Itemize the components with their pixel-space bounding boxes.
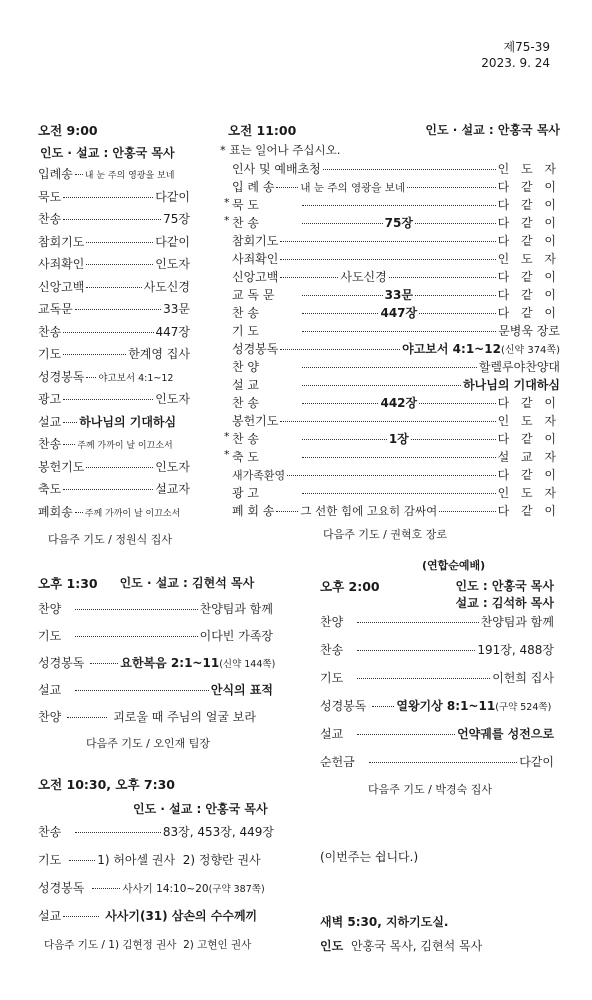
union-service-tag: (연합순예배): [422, 559, 486, 572]
order-row: 축도 설교자: [38, 482, 190, 496]
service-title: 오전 9:00: [38, 123, 98, 138]
order-row: 설교 사사기(31) 삼손의 수수께끼: [38, 909, 258, 923]
service-9am: [38, 121, 190, 547]
order-row: 성경봉독 야고보서 4:1~12 (신약 374쪽): [232, 342, 560, 356]
order-row: 새가족환영 다 같 이: [232, 468, 560, 482]
order-row: 찬송 주께 가까이 날 이끄소서: [38, 437, 173, 451]
order-row: 찬 양 할렐루야찬양대: [232, 360, 560, 374]
order-row: 폐회송 주께 가까이 날 이끄소서: [38, 504, 181, 519]
order-row: 성경봉독 열왕기상 8:1~11 (구약 524쪽): [320, 699, 552, 713]
order-row: 기도 이다빈 가족장: [38, 629, 273, 643]
order-row: 입 례 송 내 눈 주의 영광을 보네 다 같 이: [232, 180, 560, 194]
order-row: 찬양 괴로울 때 주님의 얼굴 보라: [38, 710, 256, 724]
order-row: 찬 송 447장 다 같 이: [232, 306, 560, 320]
order-row: 기도 1) 허아셀 권사 2) 정향란 권사: [38, 853, 261, 867]
order-row: 봉헌기도 인도자: [38, 459, 190, 474]
order-row: 인사 및 예배초청 인 도 자: [232, 162, 560, 176]
service-title: 오전 11:00: [228, 123, 297, 138]
order-row: 성경봉독 사사기 14:10~20 (구약 387쪽): [38, 881, 265, 895]
bulletin-date: 2023. 9. 24: [481, 56, 550, 70]
order-row: 교 독 문 33문 다 같 이: [232, 288, 561, 302]
bulletin-number: 제75-39: [503, 40, 550, 54]
service-title: 오전 10:30, 오후 7:30: [38, 777, 175, 792]
order-row: 성경봉독 야고보서 4:1~12: [38, 369, 174, 384]
service-leader: 인도 · 설교 : 안홍국 목사: [425, 123, 560, 137]
order-row: * 찬 송 1장 다 같 이: [224, 430, 561, 446]
rest-notice: (이번주는 쉽니다.): [320, 850, 419, 864]
order-row: 참회기도 다 같 이: [232, 234, 560, 248]
order-row: 사죄확인 인도자: [38, 257, 190, 271]
order-row: 참회기도 다같이: [38, 234, 190, 249]
order-row: 기도 이헌희 집사: [320, 671, 554, 685]
order-row: 광고 인도자: [38, 392, 190, 406]
dawn-prayer-leaders: 인도 안홍국 목사, 김현석 목사: [320, 939, 483, 953]
order-row: 찬 송 442장 다 같 이: [232, 396, 560, 410]
order-row: 설교 하나님의 기대하심: [38, 414, 177, 429]
service-leader: 인도 · 설교 : 안홍국 목사: [133, 802, 268, 816]
order-row: 찬양 찬양팀과 함께: [320, 615, 554, 629]
service-preacher: 설교 : 김석하 목사: [455, 596, 554, 610]
service-title: 오후 1:30: [38, 576, 98, 591]
order-row: 설 교 하나님의 기대하심: [232, 378, 560, 392]
service-leader: 인도 : 안홍국 목사: [455, 579, 554, 593]
order-row: 봉헌기도 인 도 자: [232, 414, 560, 428]
order-row: 광 고 인 도 자: [232, 486, 560, 500]
order-row: * 찬 송 75장 다 같 이: [224, 214, 561, 230]
next-week-prayer: 다음주 기도 / 오인재 팀장: [86, 737, 210, 750]
order-row: 폐 회 송 그 선한 힘에 고요히 감싸여 다 같 이: [232, 504, 560, 518]
dawn-prayer-notice: 새벽 5:30, 지하기도실.: [320, 915, 449, 929]
next-week-prayer: 다음주 기도 / 박경숙 집사: [368, 783, 492, 796]
order-row: 기도 한계영 집사: [38, 347, 190, 361]
standing-note: * 표는 일어나 주십시오.: [220, 143, 341, 157]
next-week-prayer: 다음주 기도 / 정원식 집사: [48, 533, 172, 546]
order-row: 성경봉독 요한복음 2:1~11 (신약 144쪽): [38, 656, 276, 670]
order-row: 찬송 75장: [38, 212, 190, 226]
service-11am: [220, 121, 561, 542]
order-row: 신앙고백 사도신경 다 같 이: [232, 270, 560, 284]
order-row: 입례송 내 눈 주의 영광을 보네: [38, 167, 175, 181]
order-row: 기 도 문병욱 장로: [232, 324, 560, 338]
next-week-prayer: 다음주 기도 / 1) 김현정 권사 2) 고현인 권사: [44, 939, 252, 951]
service-title: 오후 2:00: [320, 579, 380, 594]
service-leader: 인도 · 설교 : 김현석 목사: [119, 576, 255, 590]
next-week-prayer: 다음주 기도 / 권혁호 장로: [323, 528, 447, 541]
service-2pm: [320, 557, 554, 797]
order-row: 설교 안식의 표적: [38, 683, 273, 697]
order-row: * 묵 도 다 같 이: [224, 196, 560, 212]
service-130pm: [38, 574, 276, 751]
order-row: 신앙고백 사도신경: [38, 279, 190, 294]
order-row: 묵도 다같이: [38, 189, 190, 204]
order-row: 찬송 83장, 453장, 449장: [38, 825, 274, 839]
order-row: * 축 도 설 교 자: [224, 448, 560, 464]
order-row: 찬양 찬양팀과 함께: [38, 602, 273, 616]
order-row: 교독문 33문: [38, 302, 190, 316]
order-row: 순헌금 다같이: [320, 755, 554, 769]
order-row: 찬송 191장, 488장: [320, 643, 554, 657]
service-1030am-730pm: [38, 775, 274, 952]
order-row: 사죄확인 인 도 자: [232, 252, 560, 266]
service-leader: 인도 · 설교 : 안홍국 목사: [40, 146, 175, 160]
order-row: 찬송 447장: [38, 324, 190, 339]
order-row: 설교 언약궤를 성전으로: [320, 727, 554, 741]
